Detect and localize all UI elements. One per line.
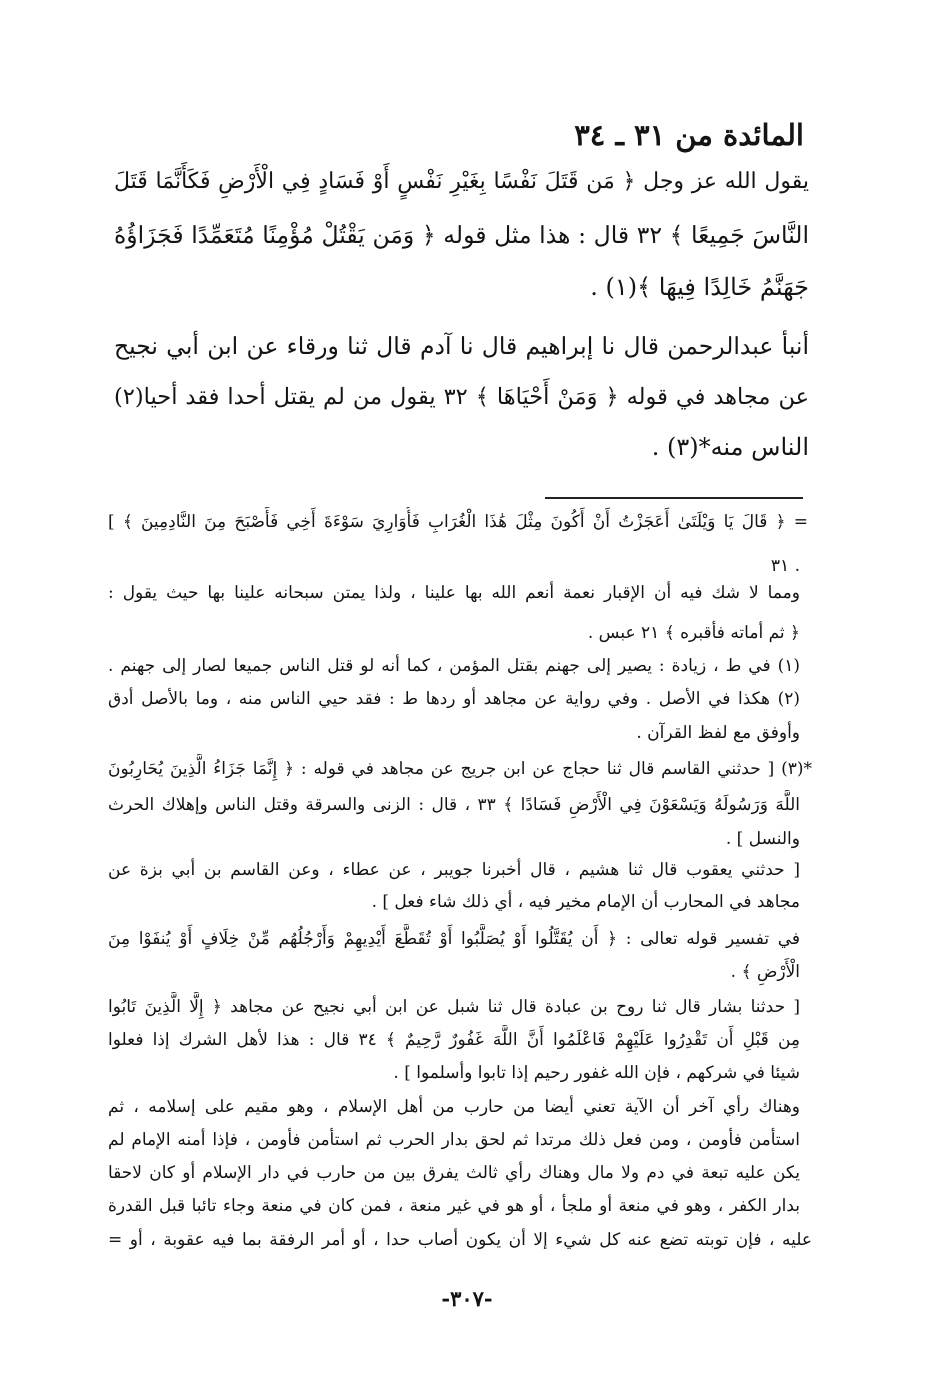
footnote-line: (٢) هكذا في الأصل . وفي رواية عن مجاهد أو ردها ط : فقد حيي الناس منه ، وما بالأصل أدق xyxy=(108,689,800,709)
footnote-line: ﴿ ثم أماته فأقبره ﴾ ٢١ عبس . xyxy=(587,623,800,643)
footnote-line: الْأَرْضِ ﴾ . xyxy=(730,962,800,982)
footnote-line: استأمن فأومن ، ومن فعل ذلك مرتدا ثم لحق بدار الحرب ثم استأمن فأومن ، فإذا أمنه الإمام لم xyxy=(108,1130,800,1150)
footnote-line: شيئا في شركهم ، فإن الله غفور رحيم إذا تابوا وأسلموا ] . xyxy=(393,1063,800,1083)
footnote-line: والنسل ] . xyxy=(725,829,800,849)
main-text-line: يقول الله عز وجل ﴿ مَن قَتَلَ نَفْسًا بِغَيْرِ نَفْسٍ أَوْ فَسَادٍ فِي الْأَرْضِ فَكَأَنَّمَا قَتَلَ xyxy=(114,169,809,194)
page-number: -٣٠٧- xyxy=(441,1286,493,1311)
footnote-line: بدار الكفر ، وهو في منعة أو ملجأ ، أو هو في غير منعة ، فمن كان في منعة وجاء تائبا قبل القدرة xyxy=(108,1196,800,1216)
footnote-line: يكن عليه تبعة في دم ولا مال وهناك رأي ثالث يفرق بين من حارب في دار الإسلام أو كان لاحقا xyxy=(108,1163,800,1183)
footnote-line: ومما لا شك فيه أن الإقبار نعمة أنعم الله بها علينا ، ولذا يمتن سبحانه علينا بها حيث يقول : xyxy=(108,583,800,603)
main-text-line: عن مجاهد في قوله ﴿ وَمَنْ أَحْيَاهَا ﴾ ٣٢ يقول من لم يقتل أحدا فقد أحيا(٢) xyxy=(114,384,809,410)
footnote-line: اللَّهَ وَرَسُولَهُ وَيَسْعَوْنَ فِي الْأَرْضِ فَسَادًا ﴾ ٣٣ ، قال : الزنى والسرقة وقتل الناس وإهلاك الحرث xyxy=(108,795,800,815)
main-text-line: النَّاسَ جَمِيعًا ﴾ ٣٢ قال : هذا مثل قوله ﴿ وَمَن يَقْتُلْ مُؤْمِنًا مُتَعَمِّدًا فَجَزَاؤُهُ xyxy=(114,221,809,249)
footnote-line: في تفسير قوله تعالى : ﴿ أَن يُقَتَّلُوا أَوْ يُصَلَّبُوا أَوْ تُقَطَّعَ أَيْدِيهِمْ وَأَرْجُلُهُم مِّنْ خِلَافٍ أَوْ يُنفَوْا مِنَ xyxy=(108,929,800,949)
footnote-line: وأوفق مع لفظ القرآن . xyxy=(636,723,800,743)
footnote-separator xyxy=(545,497,803,499)
footnote-line: = ﴿ قَالَ يَا وَيْلَتَىٰ أَعَجَزْتُ أَنْ أَكُونَ مِثْلَ هَٰذَا الْغُرَابِ فَأُوَارِيَ سَوْءَةَ أَخِي فَأَصْبَحَ مِنَ النَّادِمِينَ ﴾ ] xyxy=(108,512,808,532)
footnote-line: *(٣) [ حدثني القاسم قال ثنا حجاج عن ابن جريج عن مجاهد في قوله : ﴿ إِنَّمَا جَزَاءُ الَّذِينَ يُحَارِبُونَ xyxy=(108,759,812,779)
footnote-line: مجاهد في المحارب أن الإمام مخير فيه ، أي ذلك شاء فعل ] . xyxy=(371,892,800,912)
main-text-line: الناس منه*(٣) . xyxy=(651,433,809,461)
footnote-line: وهناك رأي آخر أن الآية تعني أيضا من حارب من أهل الإسلام ، وهو مقيم على إسلامه ، ثم xyxy=(108,1097,800,1117)
footnote-line: عليه ، فإن توبته تضع عنه كل شيء إلا أن يكون أصاب حدا ، أو أمر الرفقة بما فيه عقوبة ، أو = xyxy=(108,1230,812,1250)
footnote-line: [ حدثنا بشار قال ثنا روح بن عبادة قال ثنا شبل عن ابن أبي نجيح عن مجاهد ﴿ إِلَّا الَّذِينَ تَابُوا xyxy=(108,997,800,1017)
footnote-line: ٣١ . xyxy=(770,556,800,576)
page-heading: المائدة من ٣١ ـ ٣٤ xyxy=(574,118,804,152)
footnote-line: (١) في ط ، زيادة : يصير إلى جهنم بقتل المؤمن ، كما أنه لو قتل الناس جميعا لصار إلى جهنم . xyxy=(108,656,800,676)
footnote-line: [ حدثني يعقوب قال ثنا هشيم ، قال أخبرنا جويبر ، عن عطاء ، وعن القاسم بن أبي بزة عن xyxy=(108,860,800,880)
main-text-line: أنبأ عبدالرحمن قال نا إبراهيم قال نا آدم قال ثنا ورقاء عن ابن أبي نجيح xyxy=(114,332,809,360)
main-text-line: جَهَنَّمُ خَالِدًا فِيهَا ﴾(١) . xyxy=(590,273,809,301)
footnote-line: مِن قَبْلِ أَن تَقْدِرُوا عَلَيْهِمْ فَاعْلَمُوا أَنَّ اللَّهَ غَفُورٌ رَّحِيمٌ ﴾ ٣٤ قال : هذا لأهل الشرك إذا فعلوا xyxy=(108,1030,800,1050)
